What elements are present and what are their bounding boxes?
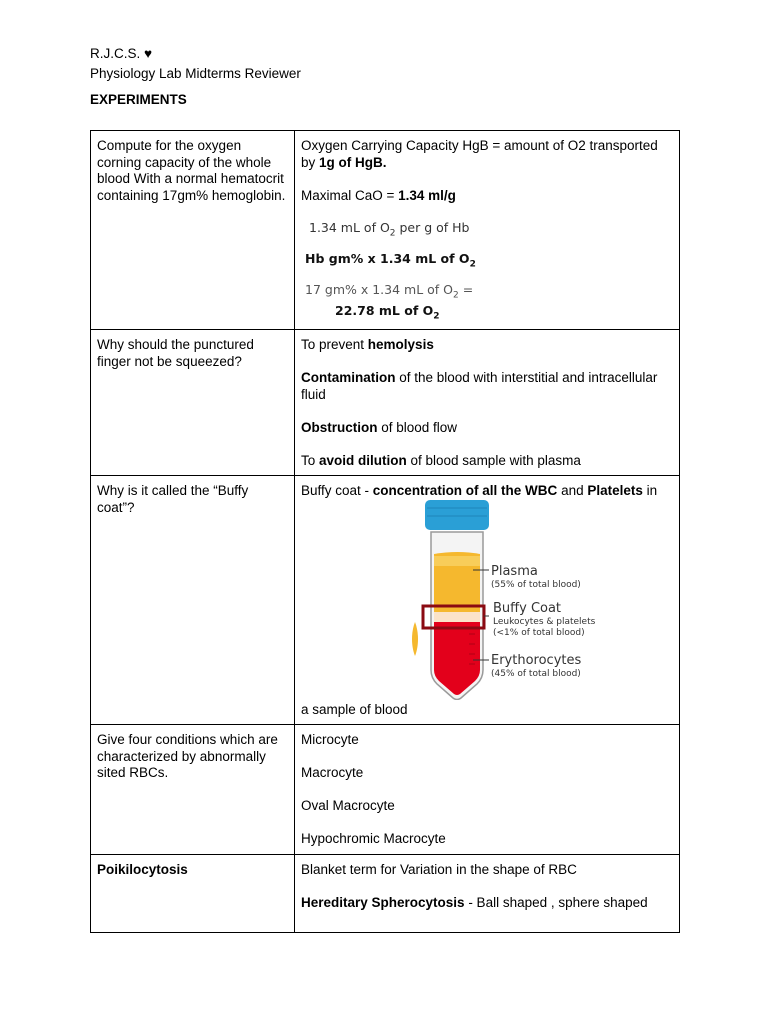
- list-item: Hypochromic Macrocyte: [301, 831, 446, 846]
- question-cell: Why is it called the “Buffy coat”?: [91, 476, 295, 725]
- answer-cell: To prevent hemolysis Contamination of the blood with interstitial and intracellular fluid Obstruction of blood flow To avoid dilution of blood sample with plasma: [295, 330, 680, 476]
- plasma-drip: [412, 622, 418, 656]
- table-row: [91, 725, 680, 855]
- formula-image: 1.34 mL of $O_2$ per g of Hb Hb gm% x 1.34 mL of $O_2$ 17 gm% x 1.34 mL of $O_2$ = 22.78 mL of $O_2$: [305, 220, 476, 321]
- answer-cell: Oxygen Carrying Capacity HgB = amount of O2 transported by 1g of HgB. Maximal CaO = 1.34 ml/g 1.34 mL of $O_2$ per g of Hb Hb gm% x 1.34 mL of $O_2$ 17 gm% x 1.34 mL of $O_2$ = 22.78 mL of $O_2$: [295, 131, 680, 330]
- table-row: [91, 330, 680, 476]
- label-buffy-sub: Leukocytes & platelets: [493, 616, 596, 627]
- table-row: [91, 131, 680, 330]
- document-header: [90, 44, 301, 110]
- question-cell: Why should the punctured finger not be squeezed?: [91, 330, 295, 476]
- label-buffy-pct: (<1% of total blood): [493, 627, 585, 638]
- question-cell: Give four conditions which are characterized by abnormally sited RBCs.: [91, 725, 295, 855]
- label-plasma: Plasma: [491, 563, 538, 579]
- label-plasma-pct: (55% of total blood): [491, 579, 581, 590]
- label-erythrocytes-pct: (45% of total blood): [491, 668, 581, 679]
- experiments-table: [90, 130, 680, 933]
- label-erythrocytes: Erythorocytes: [491, 652, 582, 668]
- answer-cell: [295, 725, 680, 855]
- table-row: [91, 476, 680, 725]
- author-initials: R.J.C.S. ♥: [90, 46, 153, 61]
- test-tube-illustration: [301, 500, 681, 700]
- list-item: Oval Macrocyte: [301, 798, 395, 813]
- buffy-coat-layer: [434, 612, 480, 622]
- label-buffy: Buffy Coat: [493, 600, 562, 616]
- section-heading: EXPERIMENTS: [90, 92, 187, 107]
- table-row: [91, 854, 680, 932]
- list-item: Macrocyte: [301, 765, 364, 780]
- answer-cell: Buffy coat - concentration of all the WBC and Platelets in Plasma (55% of total blood) Buffy Coat Leukocytes & platelets (<1% of total blood) Erythorocytes (45% of total blood) a sample of blood: [295, 476, 680, 725]
- diagram-caption: a sample of blood: [301, 701, 408, 717]
- question-cell: Poikilocytosis: [91, 854, 295, 932]
- buffy-coat-diagram: [301, 500, 673, 700]
- answer-cell: Blanket term for Variation in the shape of RBC Hereditary Spherocytosis - Ball shaped , sphere shaped: [295, 854, 680, 932]
- tube-cap: [425, 500, 489, 530]
- document-title: Physiology Lab Midterms Reviewer: [90, 66, 301, 81]
- list-item: Microcyte: [301, 732, 359, 747]
- question-cell: Compute for the oxygen corning capacity of the whole blood With a normal hematocrit containing 17gm% hemoglobin.: [91, 131, 295, 330]
